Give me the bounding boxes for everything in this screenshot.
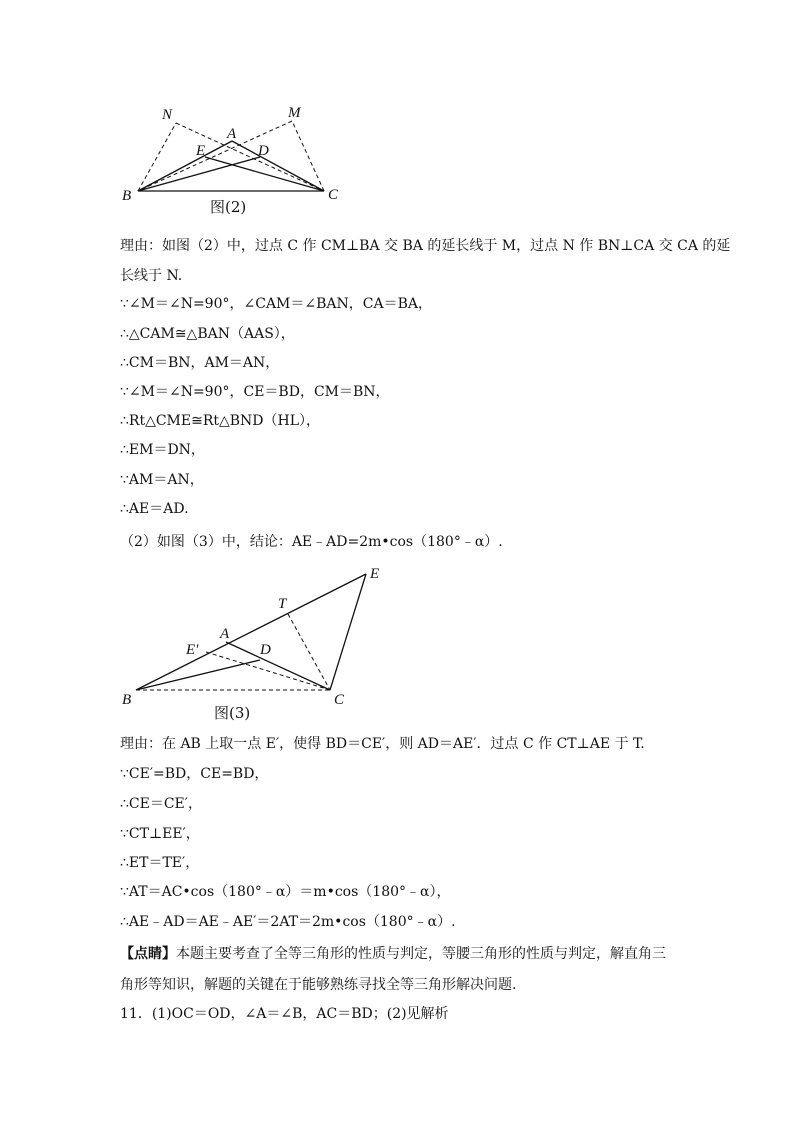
figure-3-caption: 图(3) [214,704,251,722]
text-line-18: ∴AE﹣AD＝AE﹣AE′＝2AT＝2m•cos（180°﹣α）. [120,914,456,930]
point-text: 本题主要考查了全等三角形的性质与判定，等腰三角形的性质与判定，解直角三 [176,946,666,962]
label-c: C [328,187,339,203]
text-line-12: 理由：在 AB 上取一点 E′，使得 BD＝CE′，则 AD＝AE′．过点 C 作 CT⊥AE 于 T. [120,736,645,752]
label-e: E [370,566,380,582]
text-line-1: 理由：如图（2）中，过点 C 作 CM⊥BA 交 BA 的延长线于 M，过点 N 作 BN⊥CA 交 CA 的延 [120,238,731,254]
text-line-13: ∵CE′=BD，CE=BD， [120,766,269,782]
figure-2-caption: 图(2) [210,198,247,216]
point-tag: 【点睛】 [120,946,176,962]
text-line-8: ∴EM＝DN， [120,442,205,458]
label-a: A [220,626,230,642]
text-line-6: ∵∠M＝∠N=90°，CE＝BD，CM＝BN， [120,384,390,400]
label-d: D [258,143,269,159]
label-b: B [122,692,132,708]
label-n: N [162,107,173,123]
label-a: A [227,126,237,142]
text-line-20: 角形等知识，解题的关键在于能够熟练寻找全等三角形解决问题. [120,977,517,993]
label-c: C [334,692,345,708]
text-line-21: 11．(1)OC＝OD，∠A＝∠B，AC＝BD；(2)见解析 [120,1006,449,1022]
label-m: M [288,105,301,121]
text-line-17: ∵AT＝AC•cos（180°﹣α）＝m•cos（180°﹣α）， [120,884,451,900]
text-line-19 [120,944,666,964]
figure-2 [110,95,370,220]
label-e: E [196,143,206,159]
text-line-2: 长线于 N. [120,268,183,284]
text-line-14: ∴CE＝CE′， [120,796,202,812]
text-line-16: ∴ET＝TE′， [120,855,200,871]
text-line-5: ∴CM＝BN，AM＝AN， [120,355,280,371]
text-line-4: ∴△CAM≅△BAN（AAS）， [120,326,295,342]
text-line-15: ∵CT⊥EE′， [120,826,200,842]
text-line-11: （2）如图（3）中，结论：AE﹣AD=2m•cos（180°﹣α）. [120,534,503,550]
figure-3 [110,562,400,722]
text-line-10: ∴AE＝AD. [120,501,189,517]
label-t: T [278,596,287,612]
text-line-7: ∴Rt△CME≅Rt△BND（HL）， [120,413,321,429]
label-e-prime: E′ [186,642,199,658]
label-b: B [122,188,132,204]
label-d: D [260,642,271,658]
text-line-3: ∵∠M＝∠N=90°，∠CAM＝∠BAN，CA＝BA， [120,296,432,312]
text-line-9: ∵AM＝AN， [120,472,204,488]
